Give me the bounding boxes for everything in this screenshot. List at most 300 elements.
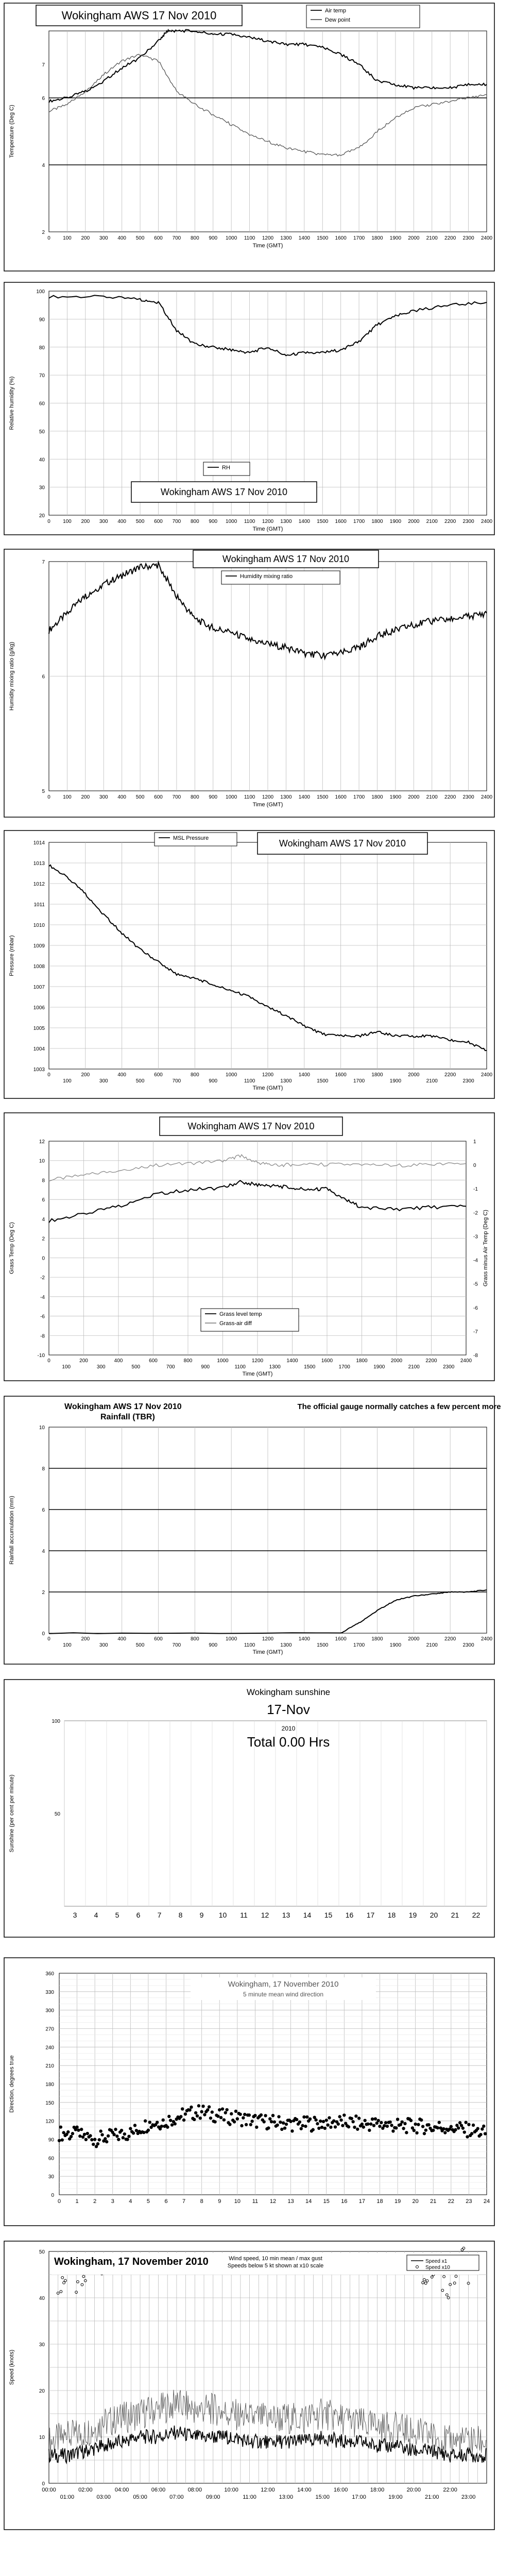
scatter-point — [160, 2125, 163, 2128]
scatter-point — [213, 2120, 216, 2123]
y-tick-label: 300 — [45, 2008, 54, 2014]
x-tick-label: 2300 — [462, 519, 474, 524]
scatter-point — [123, 2132, 126, 2136]
scatter-point — [413, 2129, 416, 2132]
x-tick-label: 18 — [387, 1911, 396, 1919]
y-tick-label: 1003 — [33, 1067, 45, 1073]
x-tick-label: 0 — [47, 1072, 50, 1078]
scatter-point — [409, 2119, 413, 2122]
scatter-point — [386, 2125, 389, 2128]
scatter-point — [420, 2119, 423, 2122]
legend — [306, 5, 420, 28]
y2-axis-label: Grass minus Air Temp (Deg C) — [483, 1210, 489, 1286]
x-tick-label: 1900 — [389, 794, 402, 800]
scatter-point — [58, 2139, 61, 2142]
x-tick-label: 1500 — [317, 235, 329, 241]
x-tick-label: 0 — [47, 1358, 50, 1364]
y-tick-label: 10 — [39, 1158, 45, 1164]
scatter-point — [339, 2119, 342, 2122]
scatter-point — [80, 2128, 83, 2131]
x-tick-label: 1800 — [371, 1072, 383, 1078]
x-tick-label: 2400 — [480, 519, 493, 524]
scatter-point — [390, 2124, 393, 2127]
x-tick-label: 2 — [93, 2198, 97, 2205]
x-tick-label: 2400 — [480, 1636, 493, 1642]
x-tick-label: 20:00 — [406, 2487, 421, 2493]
scatter-point — [218, 2108, 221, 2111]
scatter-point — [92, 2143, 95, 2146]
scatter-point — [264, 2114, 267, 2117]
x-tick-label: 1000 — [226, 235, 237, 241]
x-tick-label: 7 — [157, 1911, 162, 1919]
x-tick-label: 500 — [135, 794, 145, 800]
x-tick-label: 200 — [81, 235, 90, 241]
x-tick-label: 900 — [209, 1078, 218, 1084]
x-tick-label: 2000 — [408, 235, 420, 241]
x-tick-label: 1100 — [244, 235, 255, 241]
scatter-point — [323, 2127, 327, 2130]
y-tick-label: 1004 — [33, 1046, 45, 1052]
y-tick-label: 330 — [45, 1989, 54, 1995]
scatter-point — [342, 2113, 346, 2116]
y2-tick-label: -2 — [473, 1210, 478, 1216]
scatter-point — [300, 2127, 303, 2130]
x-tick-label: 2100 — [426, 794, 438, 800]
x-tick-label: 24 — [483, 2198, 490, 2205]
y-axis-label: Relative humidity (%) — [9, 376, 15, 430]
scatter-point — [142, 2131, 145, 2134]
y-tick-label: 4 — [42, 1549, 45, 1554]
x-tick-label: 16:00 — [333, 2487, 348, 2493]
scatter-point — [354, 2114, 357, 2117]
x-tick-label: 1600 — [321, 1358, 333, 1364]
scatter-point — [388, 2121, 391, 2124]
x-tick-label: 1000 — [226, 519, 237, 524]
scatter-point — [133, 2124, 136, 2127]
x-tick-label: 18:00 — [370, 2487, 385, 2493]
scatter-point — [461, 2127, 465, 2130]
x-tick-label: 1300 — [280, 1642, 292, 1648]
y-tick-label: 1006 — [33, 1005, 45, 1011]
x-tick-label: 900 — [209, 794, 218, 800]
x-tick-label: 21:00 — [424, 2494, 439, 2500]
scatter-point — [200, 2110, 203, 2113]
y-tick-label: 20 — [39, 2388, 45, 2394]
x-tick-label: 1100 — [244, 794, 255, 800]
scatter-point — [438, 2121, 441, 2124]
x-tick-label: 1700 — [338, 1364, 350, 1370]
scatter-point — [188, 2108, 191, 2111]
x-tick-label: 1700 — [353, 1642, 365, 1648]
x-tick-label: 16 — [345, 1911, 354, 1919]
x-tick-label: 4 — [94, 1911, 98, 1919]
plot-grid — [49, 562, 487, 791]
scatter-point — [70, 2135, 73, 2138]
scatter-point — [467, 2123, 470, 2126]
x-tick-label: 11:00 — [243, 2494, 256, 2500]
y-tick-label: 30 — [39, 2342, 45, 2348]
x-tick-label: 2100 — [426, 1642, 438, 1648]
x-tick-label: 2200 — [444, 1072, 456, 1078]
x-tick-label: 300 — [99, 1078, 108, 1084]
y-axis-label: Temperature (Deg C) — [9, 105, 15, 158]
x-tick-label: 2400 — [480, 1072, 493, 1078]
x-tick-label: 900 — [209, 235, 218, 241]
scatter-point — [312, 2128, 315, 2131]
x-tick-label: 1600 — [335, 1072, 347, 1078]
x-axis-label: Time (GMT) — [252, 1085, 283, 1091]
x-tick-label: 600 — [149, 1358, 158, 1364]
x-tick-label: 800 — [190, 235, 199, 241]
x-tick-label: 1200 — [262, 794, 274, 800]
x-tick-label: 1000 — [226, 1072, 237, 1078]
scatter-point — [61, 2138, 64, 2141]
y-tick-label: 5 — [42, 789, 45, 794]
scatter-point — [378, 2125, 381, 2128]
scatter-point — [394, 2126, 398, 2129]
scatter-point — [351, 2120, 354, 2123]
x-tick-label: 1500 — [317, 519, 329, 524]
scatter-point — [193, 2118, 196, 2121]
x-tick-label: 300 — [96, 1364, 106, 1370]
scatter-point — [225, 2108, 228, 2111]
scatter-point — [314, 2119, 317, 2122]
scatter-point — [211, 2110, 214, 2113]
x-tick-label: 1900 — [389, 1078, 402, 1084]
y-tick-label: 12 — [39, 1139, 45, 1145]
legend-label: MSL Pressure — [173, 835, 209, 841]
scatter-point — [302, 2115, 305, 2119]
scatter-point — [216, 2114, 219, 2117]
y-tick-label: 1012 — [33, 882, 45, 887]
x-tick-label: 2200 — [444, 519, 456, 524]
x-tick-label: 800 — [183, 1358, 193, 1364]
x-tick-label: 11 — [252, 2198, 259, 2205]
scatter-point — [457, 2126, 460, 2129]
x-tick-label: 1800 — [371, 519, 383, 524]
y-tick-label: 180 — [45, 2082, 54, 2088]
x-tick-label: 1300 — [280, 519, 292, 524]
scatter-point — [245, 2123, 248, 2126]
x-tick-label: 1000 — [217, 1358, 229, 1364]
x-tick-label: 05:00 — [133, 2494, 147, 2500]
x-tick-label: 1900 — [389, 1642, 402, 1648]
scatter-point — [236, 2117, 239, 2120]
y-tick-label: 1010 — [33, 923, 45, 928]
y-tick-label: 50 — [54, 1811, 60, 1817]
scatter-point — [384, 2121, 387, 2124]
x-tick-label: 20 — [430, 1911, 438, 1919]
scatter-point — [417, 2123, 420, 2126]
scatter-point — [472, 2124, 475, 2127]
x-tick-label: 0 — [47, 1636, 50, 1642]
x-tick-label: 500 — [135, 1078, 145, 1084]
scatter-point — [374, 2117, 377, 2120]
x-tick-label: 1100 — [244, 1642, 255, 1648]
plot-grid — [49, 842, 487, 1069]
scatter-point — [396, 2117, 399, 2121]
x-tick-label: 300 — [99, 1642, 108, 1648]
x-tick-label: 1800 — [356, 1358, 368, 1364]
scatter-point — [144, 2120, 147, 2123]
scatter-point — [179, 2115, 182, 2118]
scatter-point — [317, 2127, 320, 2130]
scatter-point — [298, 2121, 301, 2124]
plot-grid — [49, 1427, 487, 1633]
y2-tick-label: -4 — [473, 1258, 478, 1264]
x-tick-label: 3 — [73, 1911, 77, 1919]
x-axis-label: Time (GMT) — [252, 1649, 283, 1655]
x-tick-label: 600 — [154, 519, 163, 524]
x-tick-label: 1100 — [244, 1078, 255, 1084]
scatter-point — [222, 2118, 226, 2121]
x-tick-label: 5 — [146, 2198, 150, 2205]
scatter-point — [59, 2125, 62, 2128]
scatter-point — [96, 2142, 99, 2145]
y-tick-label: 240 — [45, 2045, 54, 2051]
scatter-point — [135, 2129, 138, 2132]
scatter-point — [104, 2137, 107, 2140]
x-tick-label: 2300 — [462, 794, 474, 800]
y-tick-label: 6 — [42, 674, 45, 680]
scatter-point — [276, 2124, 279, 2127]
x-tick-label: 100 — [63, 1642, 72, 1648]
scatter-point — [112, 2133, 115, 2136]
scatter-point — [347, 2125, 350, 2128]
legend-label: Dew point — [325, 17, 350, 23]
x-tick-label: 1500 — [304, 1364, 316, 1370]
x-tick-label: 14 — [305, 2198, 312, 2205]
scatter-point — [199, 2116, 202, 2120]
x-tick-label: 23:00 — [461, 2494, 476, 2500]
chart-title: Wokingham AWS 17 Nov 2010 — [160, 487, 288, 497]
scatter-point — [77, 2128, 80, 2131]
y-tick-label: 2 — [42, 1236, 45, 1242]
scatter-point — [233, 2120, 236, 2123]
x-tick-label: 300 — [99, 235, 108, 241]
y-tick-label: 1014 — [33, 840, 45, 846]
scatter-point — [277, 2115, 280, 2118]
y-tick-label: 30 — [48, 2174, 54, 2180]
scatter-point — [279, 2121, 282, 2124]
scatter-point — [219, 2116, 222, 2119]
x-tick-label: 1700 — [353, 794, 365, 800]
scatter-point — [184, 2112, 187, 2115]
legend-label: Grass-air diff — [219, 1320, 252, 1327]
scatter-point — [424, 2128, 427, 2131]
x-tick-label: 700 — [166, 1364, 175, 1370]
x-tick-label: 14 — [303, 1911, 312, 1919]
scatter-point — [304, 2125, 307, 2128]
y2-tick-label: 0 — [473, 1163, 476, 1169]
x-tick-label: 500 — [131, 1364, 141, 1370]
chart-note: Speeds below 5 kt shown at x10 scale — [227, 2263, 324, 2269]
x-tick-label: 2000 — [408, 1072, 420, 1078]
x-tick-label: 6 — [164, 2198, 168, 2205]
scatter-point — [369, 2123, 372, 2126]
x-tick-label: 1200 — [262, 1636, 274, 1642]
scatter-point — [260, 2113, 263, 2116]
scatter-point — [320, 2126, 323, 2129]
x-tick-label: 400 — [117, 1072, 127, 1078]
scatter-point — [326, 2123, 329, 2126]
scatter-point — [93, 2138, 96, 2141]
x-tick-label: 2000 — [408, 519, 420, 524]
x-tick-label: 11 — [240, 1911, 248, 1919]
scatter-point — [224, 2111, 227, 2114]
x-tick-label: 12 — [261, 1911, 269, 1919]
x-tick-label: 9 — [218, 2198, 221, 2205]
scatter-point — [427, 2123, 430, 2126]
scatter-point — [84, 2138, 88, 2141]
scatter-point — [206, 2108, 209, 2111]
scatter-point — [83, 2133, 86, 2136]
x-tick-label: 700 — [172, 1078, 181, 1084]
scatter-point — [301, 2124, 304, 2127]
scatter-point — [402, 2127, 405, 2130]
x-tick-label: 200 — [81, 1636, 90, 1642]
y2-tick-label: -3 — [473, 1234, 478, 1240]
x-axis-label: Time (GMT) — [252, 526, 283, 532]
scatter-point — [325, 2119, 328, 2122]
y-tick-label: 4 — [42, 1216, 45, 1223]
scatter-point — [89, 2134, 92, 2137]
scatter-point — [271, 2114, 274, 2117]
scatter-point — [169, 2119, 172, 2122]
x-tick-label: 400 — [117, 235, 127, 241]
x-tick-label: 800 — [190, 1636, 199, 1642]
scatter-point — [268, 2117, 271, 2120]
scatter-point — [282, 2121, 285, 2124]
chart-subtitle: The official gauge normally catches a few percent more — [297, 1402, 501, 1411]
x-tick-label: 10 — [234, 2198, 241, 2205]
scatter-point — [75, 2126, 78, 2129]
x-tick-label: 13 — [282, 1911, 290, 1919]
y-tick-label: 4 — [42, 163, 45, 168]
y-tick-label: 40 — [39, 2296, 45, 2301]
x-tick-label: 500 — [135, 235, 145, 241]
scatter-point — [196, 2114, 199, 2117]
legend-label: Air temp — [325, 8, 346, 14]
y-tick-label: -10 — [37, 1353, 45, 1359]
x-tick-label: 400 — [117, 519, 127, 524]
x-tick-label: 1300 — [280, 1078, 292, 1084]
scatter-point — [436, 2126, 439, 2129]
y2-tick-label: -8 — [473, 1353, 478, 1359]
y-tick-label: 6 — [42, 96, 45, 101]
scatter-point — [100, 2133, 104, 2136]
x-tick-label: 400 — [117, 1636, 127, 1642]
y-tick-label: 100 — [52, 1719, 60, 1724]
scatter-point — [248, 2113, 251, 2116]
scatter-point — [105, 2140, 108, 2143]
x-tick-label: 100 — [63, 235, 72, 241]
y-tick-label: 150 — [45, 2100, 54, 2106]
x-tick-label: 1600 — [335, 1636, 347, 1642]
y-tick-label: 60 — [48, 2156, 54, 2162]
x-tick-label: 600 — [154, 1072, 163, 1078]
scatter-point — [117, 2138, 120, 2141]
scatter-point — [372, 2124, 375, 2127]
scatter-point — [99, 2129, 102, 2132]
x-tick-label: 900 — [209, 1642, 218, 1648]
x-tick-label: 700 — [172, 794, 181, 800]
scatter-point — [289, 2120, 292, 2123]
y-axis-label: Grass Temp (Deg C) — [9, 1222, 15, 1274]
x-tick-label: 200 — [81, 519, 90, 524]
scatter-point — [421, 2125, 424, 2128]
x-tick-label: 13 — [287, 2198, 294, 2205]
x-tick-label: 0 — [57, 2198, 61, 2205]
scatter-point — [267, 2126, 270, 2129]
scatter-point — [263, 2120, 266, 2123]
x-tick-label: 1100 — [244, 519, 255, 524]
x-tick-label: 700 — [172, 519, 181, 524]
chart-title: Wokingham AWS 17 Nov 2010 — [222, 554, 350, 564]
y-tick-label: 0 — [42, 1631, 45, 1637]
scatter-point — [129, 2127, 132, 2130]
y-tick-label: 1005 — [33, 1026, 45, 1031]
scatter-point — [415, 2131, 418, 2134]
y-tick-label: 8 — [42, 1466, 45, 1472]
x-tick-label: 1300 — [269, 1364, 281, 1370]
scatter-point — [357, 2116, 360, 2120]
x-tick-label: 10:00 — [224, 2487, 238, 2493]
y-tick-label: 30 — [39, 485, 45, 491]
scatter-point — [341, 2124, 344, 2127]
scatter-point — [443, 2131, 447, 2134]
legend-label: Grass level temp — [219, 1311, 262, 1317]
y-tick-label: 6 — [42, 1197, 45, 1204]
scatter-point — [120, 2129, 123, 2132]
scatter-point — [255, 2126, 258, 2129]
x-tick-label: 100 — [63, 519, 72, 524]
x-tick-label: 1500 — [317, 1642, 329, 1648]
x-tick-label: 6 — [136, 1911, 141, 1919]
y-axis-label: Sunshine (per cent per minute) — [9, 1774, 15, 1853]
scatter-point — [78, 2134, 81, 2138]
x-tick-label: 00:00 — [42, 2487, 56, 2493]
y2-tick-label: -5 — [473, 1281, 478, 1287]
chart-title: Wokingham, 17 November 2010 — [228, 1980, 339, 1989]
x-tick-label: 2400 — [480, 794, 493, 800]
x-tick-label: 22 — [472, 1911, 480, 1919]
y2-tick-label: -1 — [473, 1187, 478, 1193]
x-tick-label: 16 — [341, 2198, 348, 2205]
x-tick-label: 2300 — [443, 1364, 455, 1370]
scatter-point — [243, 2113, 246, 2116]
x-tick-label: 1900 — [373, 1364, 385, 1370]
x-tick-label: 300 — [99, 794, 108, 800]
scatter-point — [484, 2132, 487, 2135]
x-tick-label: 01:00 — [60, 2494, 75, 2500]
x-tick-label: 19:00 — [388, 2494, 403, 2500]
scatter-point — [166, 2126, 169, 2129]
scatter-point — [194, 2111, 197, 2114]
y-tick-label: 270 — [45, 2026, 54, 2032]
y-tick-label: 360 — [45, 1971, 54, 1977]
y-tick-label: 90 — [39, 317, 45, 323]
x-tick-label: 1700 — [353, 1078, 365, 1084]
y-tick-label: 1009 — [33, 943, 45, 949]
scatter-point — [442, 2127, 445, 2130]
x-tick-label: 2400 — [460, 1358, 472, 1364]
scatter-point — [466, 2135, 469, 2138]
x-tick-label: 1200 — [251, 1358, 264, 1364]
x-tick-label: 2000 — [390, 1358, 403, 1364]
plot-grid — [49, 2251, 487, 2483]
x-tick-label: 1400 — [298, 1636, 310, 1642]
